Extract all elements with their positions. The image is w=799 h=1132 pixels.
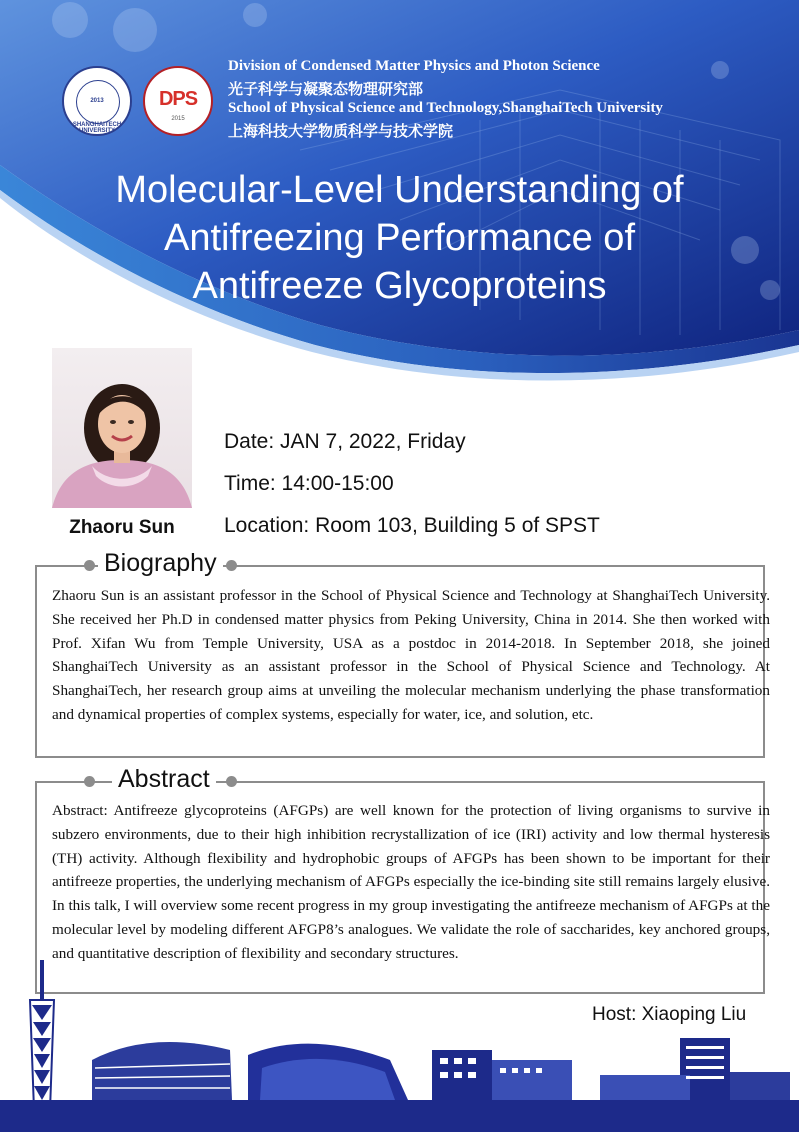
abstract-dot-left xyxy=(84,776,95,787)
logo-university-text: SHANGHAITECH UNIVERSITY xyxy=(72,122,122,134)
org-name-en-1: Division of Condensed Matter Physics and Photon Science xyxy=(228,58,600,74)
abstract-dot-right xyxy=(226,776,237,787)
shanghaitech-logo xyxy=(62,66,132,136)
building-4-icon xyxy=(600,1038,790,1100)
footer-buildings-illustration xyxy=(0,960,799,1132)
building-2-icon xyxy=(248,1044,408,1100)
talk-date: Date: JAN 7, 2022, Friday xyxy=(224,430,466,453)
biography-dot-left xyxy=(84,560,95,571)
talk-time: Time: 14:00-15:00 xyxy=(224,472,394,495)
biography-heading: Biography xyxy=(98,549,223,578)
org-name-en-2: School of Physical Science and Technology,ShanghaiTech University xyxy=(228,100,663,116)
biography-dot-right xyxy=(226,560,237,571)
title-line-2: Antifreezing Performance of xyxy=(163,217,635,259)
talk-title xyxy=(0,166,799,310)
org-name-cn-2: 上海科技大学物质科学与技术学院 xyxy=(228,124,454,140)
building-3-icon xyxy=(432,1050,572,1100)
biography-text: Zhaoru Sun is an assistant professor in the School of Physical Science and Technology at ShanghaiTech University. She received her Ph.D in condensed matter physics from Peking University, China in 2014. She then worked with Prof. Xifan Wu from Temple University, USA as a postdoc in 2014-2018. In September 2018, she joined ShanghaiTech University as an assistant professor in the School of Physical Science and Technology. At ShanghaiTech, her research group aims at unveiling the molecular mechanism underlying the phase transformation and dynamical properties of complex systems, especially for water, ice, and solution, etc. xyxy=(52,587,770,723)
speaker-photo xyxy=(52,348,192,508)
footer-band xyxy=(0,1100,799,1132)
dps-logo xyxy=(143,66,213,136)
title-line-3: Antifreeze Glycoproteins xyxy=(192,265,607,307)
tower-icon xyxy=(30,960,54,1110)
building-1-icon xyxy=(92,1042,232,1100)
abstract-text: Abstract: Antifreeze glycoproteins (AFGPs) are well known for the protection of living organisms to survive in subzero environments, due to their high inhibition recrystallization of ice (IRI) activity and low thermal hysteresis (TH) activity. Although flexibility and hydrophobic groups of AFGPs has been shown to be important for their antifreeze properties, the underlying mechanism of AFGPs especially the ice-binding site still remains largely elusive. In this talk, I will overview some recent progress in my group investigating the antifreeze mechanism of AFGPs at the molecular level by modeling different AFGP8’s analogues. We validate the role of saccharides, key anchored groups, and quantitative description of flexibility and secondary structures. xyxy=(52,802,770,962)
dps-logo-year: 2015 xyxy=(171,116,185,122)
abstract-heading: Abstract xyxy=(112,765,216,794)
logo-year: 2013 xyxy=(90,98,104,104)
header-banner xyxy=(0,0,799,400)
dps-logo-text: DPS xyxy=(158,88,198,110)
host-name: Host: Xiaoping Liu xyxy=(592,1004,747,1025)
title-line-1: Molecular-Level Understanding of xyxy=(115,169,684,211)
talk-location: Location: Room 103, Building 5 of SPST xyxy=(224,514,600,537)
org-name-cn-1: 光子科学与凝聚态物理研究部 xyxy=(228,82,424,98)
speaker-name: Zhaoru Sun xyxy=(69,517,175,538)
